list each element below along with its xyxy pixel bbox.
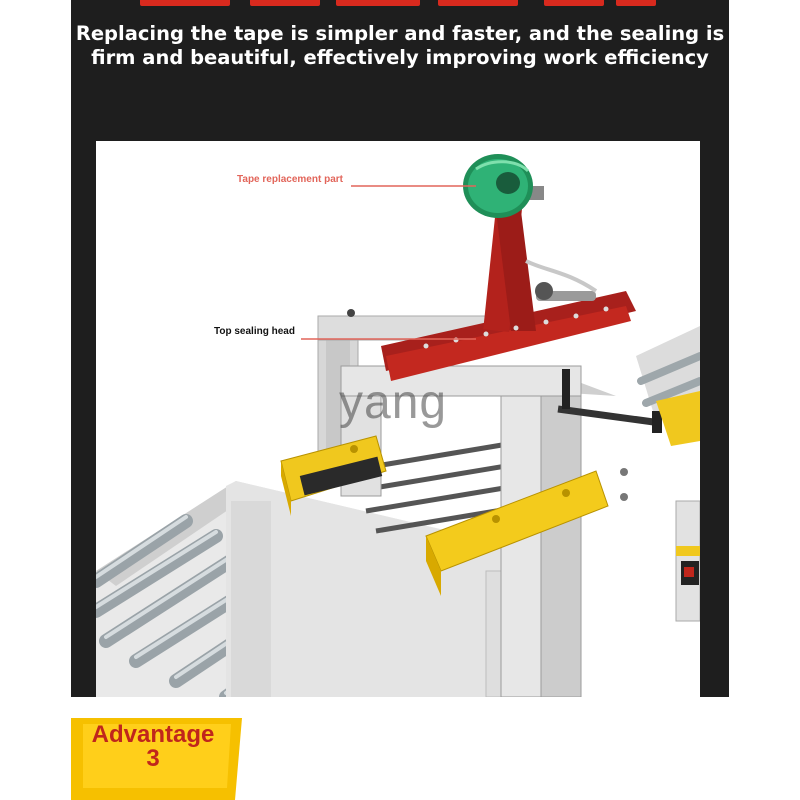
watermark: yang: [339, 376, 448, 429]
headline: [71, 22, 729, 70]
headline-line-1: Replacing the tape is simpler and faster, and the sealing is: [75, 22, 725, 45]
headline-line-2: firm and beautiful, effectively improving work efficiency: [91, 46, 709, 69]
badge-line-1: Advantage: [91, 721, 215, 748]
tape-replacement-callout: Tape replacement part: [237, 174, 343, 185]
badge-line-2: 3: [146, 745, 160, 772]
top-sealing-head-callout: Top sealing head: [214, 326, 295, 337]
product-photo: [96, 141, 700, 697]
top-cropped-headline: [140, 0, 660, 8]
badge-label: [71, 723, 235, 771]
advantage-badge: [71, 718, 242, 800]
